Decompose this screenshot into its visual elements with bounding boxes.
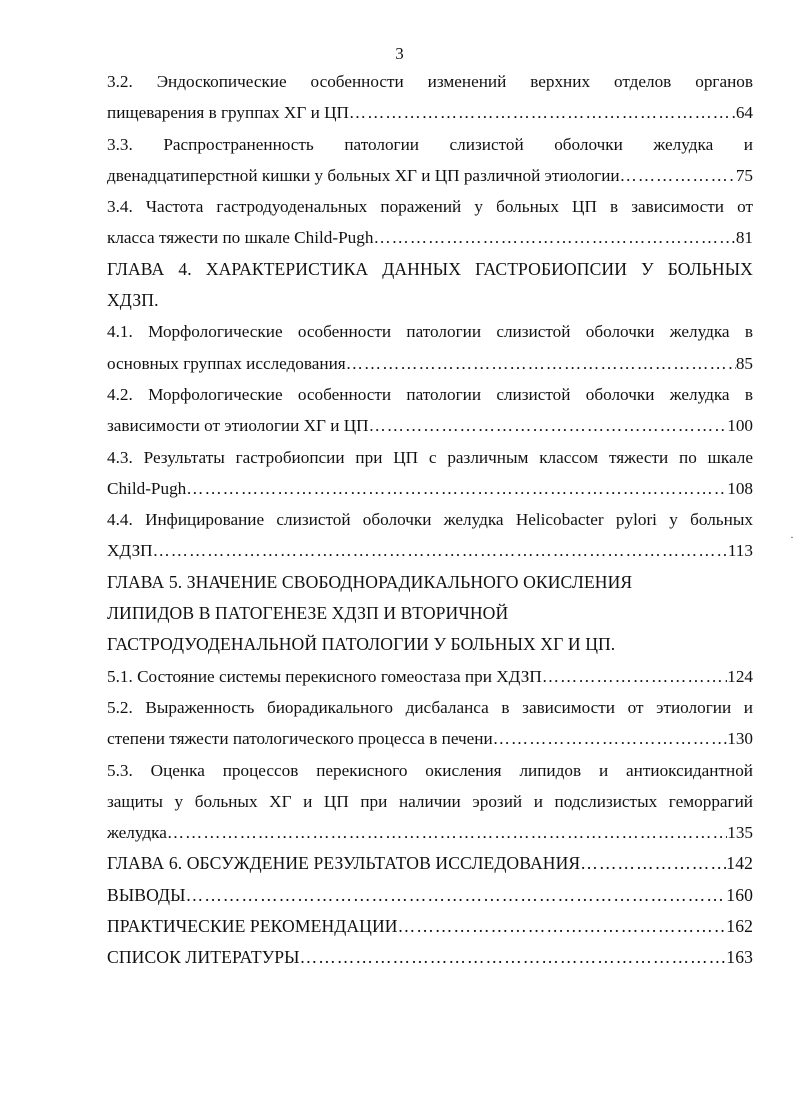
toc-entry-title: степени тяжести патологического процесса в печени (107, 729, 493, 749)
toc-entry-title: Child-Pugh (107, 478, 187, 498)
toc-entry-line: 4.4. Инфицирование слизистой оболочки желудка Helicobacter pylori у больных (107, 510, 753, 530)
toc-entry-leader-line (107, 348, 753, 379)
toc-entry (107, 66, 753, 129)
toc-entry-line: 3.3. Распространенность патологии слизистой оболочки желудка и (107, 134, 753, 154)
toc-page-number: 100 (727, 416, 753, 436)
toc-entry-leader-line (107, 880, 753, 911)
toc-page-number: 75 (735, 165, 753, 185)
toc-entry (107, 661, 753, 692)
toc-entry-line: 4.2. Морфологические особенности патологии слизистой оболочки желудка в (107, 384, 753, 404)
toc-entry-leader-line (107, 911, 753, 942)
toc-page-number: 135 (727, 823, 753, 843)
toc-entry-leader-line (107, 942, 753, 973)
toc-page-number: 81 (735, 228, 753, 248)
toc-entry-leader-line (107, 97, 753, 128)
toc-entry (107, 504, 753, 567)
toc-page-number: 162 (726, 916, 753, 937)
dot-leader (186, 473, 727, 504)
toc-entry-leader-line (107, 160, 753, 191)
page-number: 3 (395, 44, 404, 63)
toc-heading-line: ГЛАВА 5. ЗНАЧЕНИЕ СВОБОДНОРАДИКАЛЬНОГО ОКИСЛЕНИЯ (107, 571, 633, 592)
toc-entry (107, 379, 753, 442)
toc-entry-title: основных группах исследования (107, 353, 346, 373)
toc-page-number: 160 (726, 884, 753, 905)
dot-leader (373, 222, 735, 253)
toc-page-number: 163 (726, 947, 753, 968)
toc-entry-leader-line (107, 817, 753, 848)
toc-entry-title: СПИСОК ЛИТЕРАТУРЫ (107, 947, 300, 968)
toc-entry-title: ГЛАВА 6. ОБСУЖДЕНИЕ РЕЗУЛЬТАТОВ ИССЛЕДОВАНИЯ (107, 853, 581, 874)
dot-leader (186, 880, 727, 911)
toc-entry-line: 4.3. Результаты гастробиопсии при ЦП с различным классом тяжести по шкале (107, 447, 753, 467)
toc-entry-leader-line (107, 222, 753, 253)
dot-leader (620, 160, 736, 191)
toc-entry-line: 5.2. Выраженность биорадикального дисбаланса в зависимости от этиологии и (107, 697, 753, 717)
dot-leader (493, 723, 728, 754)
table-of-contents (107, 66, 753, 974)
dot-leader (542, 661, 727, 692)
toc-entry (107, 692, 753, 755)
toc-page-number: 64 (735, 103, 753, 123)
toc-entry-leader-line (107, 661, 753, 692)
toc-entry (107, 191, 753, 254)
dot-leader (369, 410, 728, 441)
toc-heading-line: ХДЗП. (107, 290, 159, 311)
toc-page-number: 108 (727, 478, 753, 498)
dot-leader (346, 348, 736, 379)
dot-leader (398, 911, 727, 942)
toc-entry-title: ПРАКТИЧЕСКИЕ РЕКОМЕНДАЦИИ (107, 916, 398, 937)
toc-page-number: 130 (727, 729, 753, 749)
toc-entry-title: 5.1. Состояние системы перекисного гомеостаза при ХДЗП (107, 666, 542, 686)
dot-leader (300, 942, 727, 973)
toc-entry-leader-line (107, 410, 753, 441)
toc-entry-line: 3.4. Частота гастродуоденальных поражений у больных ЦП в зависимости от (107, 197, 753, 217)
toc-entry-leader-line (107, 535, 753, 566)
scan-speck: · (790, 530, 794, 544)
toc-entry (107, 755, 753, 849)
toc-chapter-heading (107, 254, 753, 317)
toc-chapter-heading (107, 567, 753, 661)
toc-entry-title: пищеварения в группах ХГ и ЦП (107, 103, 349, 123)
toc-page-number: 124 (727, 666, 753, 686)
toc-entry (107, 442, 753, 505)
toc-page-number: 85 (735, 353, 753, 373)
toc-page-number: 142 (726, 853, 753, 874)
toc-entry (107, 848, 753, 879)
toc-entry-line: защиты у больных ХГ и ЦП при наличии эрозий и подслизистых геморрагий (107, 791, 753, 811)
toc-entry-title: класса тяжести по шкале Child-Pugh (107, 228, 374, 248)
toc-entry-leader-line (107, 848, 753, 879)
dot-leader (153, 535, 728, 566)
toc-entry (107, 880, 753, 911)
toc-entry-leader-line (107, 723, 753, 754)
toc-heading-line: ГАСТРОДУОДЕНАЛЬНОЙ ПАТОЛОГИИ У БОЛЬНЫХ ХГ И ЦП. (107, 634, 616, 655)
toc-heading-line: ЛИПИДОВ В ПАТОГЕНЕЗЕ ХДЗП И ВТОРИЧНОЙ (107, 603, 509, 624)
toc-entry-title: ВЫВОДЫ (107, 884, 186, 905)
toc-entry-title: ХДЗП (107, 541, 153, 561)
toc-entry (107, 129, 753, 192)
toc-heading-line: ГЛАВА 4. ХАРАКТЕРИСТИКА ДАННЫХ ГАСТРОБИОПСИИ У БОЛЬНЫХ (107, 258, 753, 279)
toc-entry (107, 942, 753, 973)
toc-entry-title: желудка (107, 823, 167, 843)
toc-entry-line: 4.1. Морфологические особенности патологии слизистой оболочки желудка в (107, 322, 753, 342)
toc-entry-title: двенадцатиперстной кишки у больных ХГ и ЦП различной этиологии (107, 165, 620, 185)
dot-leader (580, 848, 726, 879)
toc-entry (107, 316, 753, 379)
toc-entry-title: зависимости от этиологии ХГ и ЦП (107, 416, 369, 436)
dot-leader (349, 97, 736, 128)
toc-entry-leader-line (107, 473, 753, 504)
toc-entry-line: 5.3. Оценка процессов перекисного окисления липидов и антиоксидантной (107, 760, 753, 780)
toc-page-number: 113 (727, 541, 753, 561)
dot-leader (167, 817, 727, 848)
toc-entry-line: 3.2. Эндоскопические особенности изменений верхних отделов органов (107, 72, 753, 91)
toc-entry (107, 911, 753, 942)
